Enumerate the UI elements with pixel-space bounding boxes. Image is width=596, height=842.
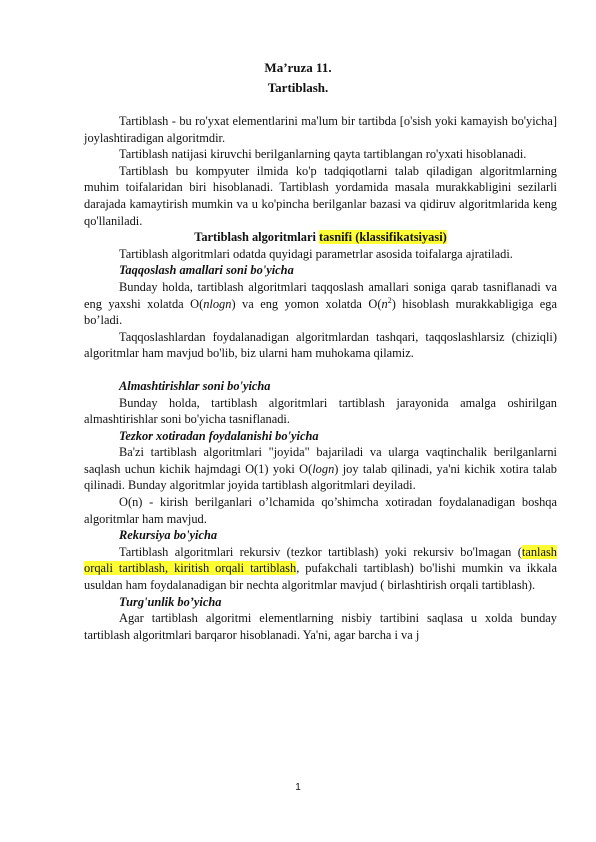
paragraph-result: Tartiblash natijasi kiruvchi berilganlarning qayta tartiblangan ro'yxati hisoblanadi.	[119, 147, 527, 162]
subheading-memory: Tezkor xotiradan foydalanishi bo'yicha	[119, 428, 319, 443]
paragraph-swaps: Bunday holda, tartiblash algoritmlari tartiblash jarayonida amalga oshirilgan almashtirishlar soni bo'yicha tasniflanadi.	[84, 395, 557, 427]
text-segment: ) va eng yomon xolatda O(	[231, 296, 382, 311]
section-heading	[84, 229, 557, 246]
paragraph-classification: Tartiblash algoritmlari odatda quyidagi parametrlar asosida toifalarga ajratiladi.	[119, 246, 513, 261]
subheading-comparisons: Taqqoslash amallari soni bo'yicha	[119, 263, 294, 278]
math-n: n	[381, 296, 388, 311]
document-body	[84, 113, 557, 643]
text-segment: ) joy talab qilinadi, ya'ni kichik xotira talab qilinadi. Bunday algoritmlar joyida tartiblash algoritmlari deyiladi.	[84, 461, 557, 493]
paragraph-linear: Taqqoslashlardan foydalanadigan algoritmlardan tashqari, taqqoslashlarsiz (chiziqli) algoritmlar ham mavjud bo'lib, biz ularni ham muhokama qilamiz.	[84, 329, 557, 361]
math-logn: logn	[312, 461, 335, 476]
paragraph-extra-memory: O(n) - kirish berilganlari o’lchamida qo’shimcha xotiradan foydalanadigan boshqa algoritmlar ham mavjud.	[84, 495, 557, 526]
text-segment: Ba'zi tartiblash algoritmlari "joyida" bajariladi va ularga vaqtinchalik berilganlarni saqlash uchun kichik hajmdagi O(1) yoki O(	[84, 445, 557, 476]
section-heading-plain: Tartiblash algoritmlari	[194, 230, 320, 245]
lecture-title: Ma’ruza 11.	[264, 60, 332, 75]
subheading-swaps: Almashtirishlar soni bo'yicha	[119, 378, 271, 393]
paragraph-memory	[84, 444, 557, 494]
paragraph-comparisons	[84, 279, 557, 329]
subheading-stability: Turg'unlik bo’yicha	[119, 594, 222, 609]
highlighted-text: tanlash orqali tartiblash, kiritish orqali tartiblash	[84, 544, 557, 576]
paragraph-stability: Agar tartiblash algoritmi elementlarning nisbiy tartibini saqlasa u xolda bunday tartiblash algoritmlari barqaror hisoblanadi. Ya'ni, agar barcha i va j	[84, 611, 557, 642]
section-heading-highlight: tasnifi (klassifikatsiyasi)	[319, 230, 447, 245]
math-nlogn: nlogn	[203, 296, 232, 311]
text-segment: Bunday holda, tartiblash algoritmlari taqqoslash amallari soniga qarab tasniflanadi va eng yaxshi xolatda O(	[84, 279, 557, 311]
paragraph-recursion	[84, 544, 557, 594]
text-segment: , pufakchali tartiblash) bo'lishi mumkin va ikkala usuldan ham foydalanadigan bir nechta algoritmlar mavjud ( birlashtirish orqali tartiblash).	[84, 561, 557, 593]
text-segment: ) hisoblash murakkabligiga ega bo’ladi.	[84, 296, 557, 328]
lecture-subtitle: Tartiblash.	[267, 80, 329, 95]
subheading-recursion: Rekursiya bo'yicha	[119, 528, 218, 543]
paragraph-importance: Tartiblash bu kompyuter ilmida ko'p tadqiqotlarni talab qiladigan algoritmlarning muhim toifalaridan biri hisoblanadi. Tartiblash yordamida masala murakkabligini sezilarli darajada kamaytirish mumkin va u ko'pincha berilganlar bazasi va qidiruv algoritmlarida keng qo'llaniladi.	[84, 163, 557, 228]
page-number: 1	[295, 782, 301, 793]
paragraph-definition: Tartiblash - bu ro'yxat elementlarini ma'lum bir tartibda [o'sish yoki kamayish bo'yicha] joylashtiradigan algoritmdir.	[84, 114, 557, 145]
math-exponent: 2	[387, 295, 392, 305]
text-segment: Tartiblash algoritmlari rekursiv (tezkor tartiblash) yoki rekursiv bo'lmagan (	[119, 544, 522, 559]
